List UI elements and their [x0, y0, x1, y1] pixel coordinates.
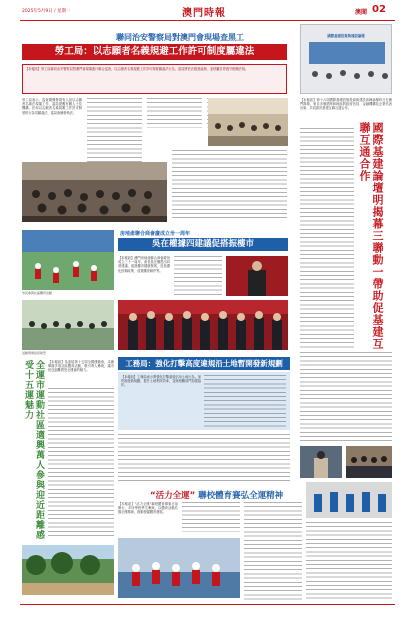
labor-body-col2: [204, 375, 286, 427]
header-date: 2025年5月9日 / 星期一: [22, 9, 71, 14]
header-logo: 澳門時報: [182, 8, 226, 19]
mid-body-col2: [174, 256, 222, 296]
section-label: 澳聞: [355, 9, 368, 16]
crowd-photo-graphic: [22, 300, 114, 350]
right-photo-group: [346, 446, 392, 478]
mid-photo-ceremony: [118, 300, 288, 350]
mid-subtitle: 房地產聯合商會慶成立卅一周年: [120, 231, 191, 237]
lead-photo-meeting: [22, 162, 167, 222]
left-body: 【本報訊】為迎接第十五屆全國運動會，本澳舉辦多項社區體育活動，吸引萬人參與，讓市民近距離感受全運會的魅力。: [48, 360, 114, 373]
lead-photo-venue: [208, 98, 288, 146]
bottom-title-main: 聯校體育賽弘全運精神: [198, 491, 284, 501]
school-photo-graphic: [118, 538, 240, 598]
bottom-body-col4: [306, 522, 392, 600]
left-vertical-title: 全運市運動社區適興萬人參與迎近距離感受十五運魅力: [23, 360, 44, 540]
sports-photo-graphic: [22, 230, 114, 290]
athletes-photo-graphic: [306, 482, 392, 518]
bottom-title-quote: “活力全運”: [150, 491, 196, 501]
venue-photo-graphic: [208, 98, 288, 146]
lead-body-col3: [147, 98, 202, 128]
left-caption-1: 市民參與社區體育活動: [22, 291, 53, 295]
labor-title: 工務局：強化打擊高度違規沿土地暫開發新規劃: [125, 359, 283, 368]
left-caption-2: 活動現場氣氛熱烈: [22, 351, 47, 355]
labor-body-col3: [118, 434, 290, 482]
right-body-col2: [300, 352, 392, 442]
right-banner-text: 國際基建投資與建設論壇: [327, 34, 365, 38]
bottom-photo-athletes: [306, 482, 392, 518]
trees-photo-graphic: [22, 545, 114, 595]
mid-title-bar: [118, 238, 288, 251]
left-photo-sports: [22, 230, 114, 290]
lead-title: 勞工局：以志願者名義規避工作許可制度屬違法: [54, 46, 255, 57]
left-photo-trees: [22, 545, 114, 595]
lead-body-col2: [87, 98, 142, 162]
podium-photo-graphic: [300, 446, 342, 478]
bottom-body-col3: [244, 502, 302, 600]
lead-body-col1: 勞工局表示，巡查期間發現有人員以志願者名義在現場工作，當局提醒有關人士及機構，任何以志願者名義規避工作許可制度的行為均屬違法，當局會嚴格執法。: [22, 98, 82, 115]
bottom-photo-school: [118, 538, 240, 598]
mid-body: 【本報訊】澳門房地產聯合商會慶祝成立三十一周年，會長吳在權提出四項建議，促進樓市健康發展，包括優化按揭政策、放寬購房條件等。: [118, 256, 170, 273]
header-rule: [20, 20, 395, 21]
mid-title: 吳在權據四建議促搭振樓市: [151, 239, 254, 249]
bottom-body: 【本報訊】“活力全運”聯校體育賽事日前舉行，多所學校學生參與，以體育活動弘揚全運精神，推動校園體育發展。: [118, 502, 178, 515]
speaker-photo-graphic: [226, 256, 288, 296]
header-section: [355, 4, 395, 18]
lead-title-bar: [22, 44, 287, 60]
right-body-col1: [300, 128, 354, 348]
lead-body-col5: [172, 150, 287, 220]
page-number: 02: [372, 4, 386, 15]
meeting-photo-graphic: [22, 162, 167, 222]
lead-subtitle: 聯同治安警察局對澳門會現場查黑工: [116, 33, 244, 42]
forum-stage-graphic: [301, 38, 393, 90]
right-vertical-title: 國際基建論壇明揭幕三聯動一帶助促基建互聯互通合作: [358, 122, 384, 350]
lead-intro-box: [22, 64, 287, 94]
page-header: [0, 0, 410, 24]
lead-intro: 【本報訊】勞工局聯同治安警察局對澳門會現場進行聯合巡查，以志願者名義規避工作許可制度屬違法行為，當局將依法跟進處理，並呼籲各界遵守相關法規。: [25, 67, 249, 71]
right-photo-podium: [300, 446, 342, 478]
footer-rule: [20, 604, 395, 605]
left-photo-crowd: [22, 300, 114, 350]
labor-title-bar: [118, 357, 290, 370]
labor-body: 【本報訊】工務局表示將強化打擊違規佔用土地行為，加快推進新規劃，提升土地利用效率，並與相關部門加強協作。: [121, 375, 201, 388]
right-banner: [300, 24, 392, 94]
ceremony-photo-graphic: [118, 300, 288, 350]
group-photo-graphic: [346, 446, 392, 478]
mid-photo-speaker: [226, 256, 288, 296]
right-intro: 【本報訊】第十六屆國際基礎設施投資與建設高峰論壇昨日在澳門揭幕，來自多個國家和地區的政府官員、金融機構及企業代表出席，共同探討基建互聯互通合作。: [300, 98, 392, 111]
bottom-body-col2: [182, 502, 240, 532]
left-body-lines: [48, 388, 114, 538]
